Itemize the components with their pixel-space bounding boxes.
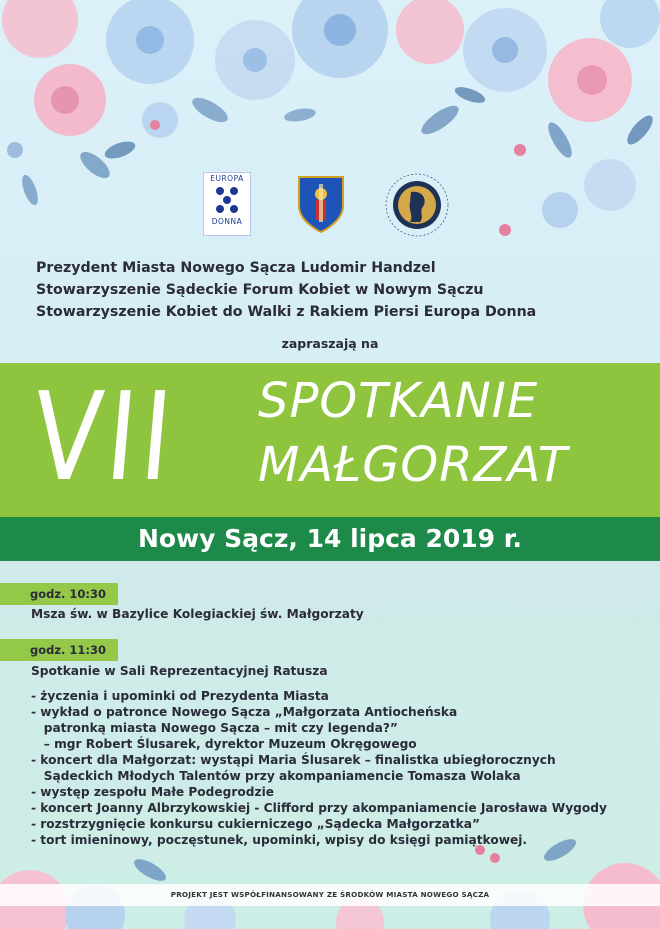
program-item: - koncert Joanny Albrzykowskiej - Clifford przy akompaniamencie Jarosława Wygody xyxy=(31,801,607,815)
time-label: godz. 10:30 xyxy=(30,587,107,601)
event-description: Spotkanie w Sali Reprezentacyjnej Ratusza xyxy=(31,664,328,678)
program-item: Sądeckich Młodych Talentów przy akompaniamencie Tomasza Wolaka xyxy=(31,769,521,783)
title-line-2: MAŁGORZAT xyxy=(258,437,569,493)
time-label: godz. 11:30 xyxy=(30,643,107,657)
funding-note: PROJEKT JEST WSPÓŁFINANSOWANY ZE ŚRODKÓW MIASTA NOWEGO SĄCZA xyxy=(170,890,490,899)
donna-logo-text: DONNA xyxy=(211,217,243,226)
time-badge xyxy=(0,639,118,661)
organizer-line: Stowarzyszenie Kobiet do Walki z Rakiem Piersi Europa Donna xyxy=(36,304,537,320)
title-line-1: SPOTKANIE xyxy=(258,373,539,429)
sadeckie-forum-kobiet-logo xyxy=(384,172,450,238)
organizer-line: Prezydent Miasta Nowego Sącza Ludomir Handzel xyxy=(36,260,436,276)
time-badge xyxy=(0,583,118,605)
program-item: - życzenia i upominki od Prezydenta Miasta xyxy=(31,689,329,703)
program-item: patronką miasta Nowego Sącza – mit czy legenda?” xyxy=(31,721,398,735)
program-item: - wykład o patronce Nowego Sącza „Małgorzata Antiocheńska xyxy=(31,705,458,719)
europa-donna-logo xyxy=(203,172,251,236)
logo-row xyxy=(0,168,660,248)
program-item: - tort imieninowy, poczęstunek, upominki, wpisy do księgi pamiątkowej. xyxy=(31,833,528,847)
program-item: - koncert dla Małgorzat: wystąpi Maria Ślusarek – finalistka ubiegłorocznych xyxy=(31,753,556,767)
program-list xyxy=(31,688,607,848)
people-icon xyxy=(213,185,241,215)
program-item: - występ zespołu Małe Podegrodzie xyxy=(31,785,275,799)
program-item: – mgr Robert Ślusarek, dyrektor Muzeum Okręgowego xyxy=(31,737,417,751)
edition-number: VII xyxy=(27,366,182,508)
event-description: Msza św. w Bazylice Kolegiackiej św. Małgorzaty xyxy=(31,607,364,621)
coat-of-arms-icon xyxy=(296,174,346,234)
event-date: Nowy Sącz, 14 lipca 2019 r. xyxy=(137,524,523,553)
program-item: - rozstrzygnięcie konkursu cukierniczego „Sądecka Małgorzatka” xyxy=(31,817,480,831)
organizers-block xyxy=(36,257,636,323)
organizer-line: Stowarzyszenie Sądeckie Forum Kobiet w Nowym Sączu xyxy=(36,282,484,298)
footer-bar xyxy=(0,884,660,906)
invite-text: zapraszają na xyxy=(281,336,379,351)
europa-logo-text: EUROPA xyxy=(210,174,244,183)
